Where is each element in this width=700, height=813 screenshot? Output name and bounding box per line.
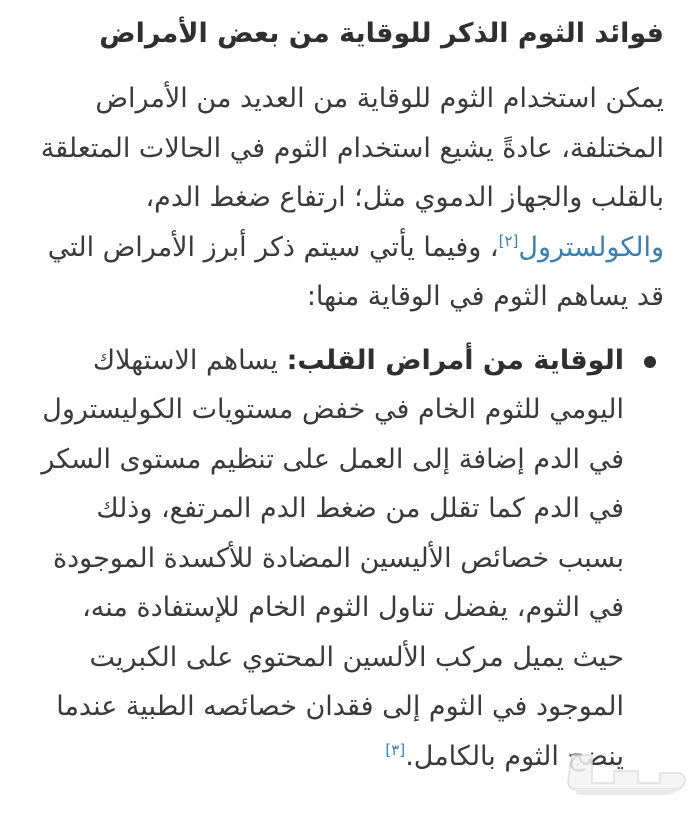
list-item-body: يساهم الاستهلاك اليومي للثوم الخام في خفض مستويات الكوليسترول في الدم إضافة إلى العمل على تنظيم مستوى السكر في الدم كما تقلل من ضغط الدم المرتفع، وذلك بسبب خصائص الأليسين المضادة للأكسدة الموجودة في الثوم، يفضل تناول الثوم الخام للإستفادة منه، حيث يميل مركب الألسين المحتوي على الكبريت الموجود في الثوم إلى فقدان خصائصه الطبية عندما ينضج الثوم بالكامل. <box>41 344 624 772</box>
diseases-list <box>40 336 664 782</box>
reference-3-link[interactable]: [٣] <box>385 740 406 759</box>
cholesterol-link[interactable]: والكولسترول <box>518 231 664 263</box>
bullet-icon <box>644 356 656 368</box>
intro-text-after-link: ، وفيما يأتي سيتم ذكر أبرز الأمراض التي قد يساهم الثوم في الوقاية منها: <box>47 231 664 312</box>
article <box>40 0 664 781</box>
section-heading: فوائد الثوم الذكر للوقاية من بعض الأمراض <box>99 18 664 49</box>
haraj-logo-icon <box>562 745 692 805</box>
list-item <box>40 336 624 782</box>
reference-2-link[interactable]: [٢] <box>498 231 519 250</box>
list-item-title: الوقاية من أمراض القلب: <box>286 344 624 376</box>
intro-paragraph <box>40 74 664 322</box>
intro-text-before-link: يمكن استخدام الثوم للوقاية من العديد من الأمراض المختلفة، عادةً يشيع استخدام الثوم في الحالات المتعلقة بالقلب والجهاز الدموي مثل؛ ارتفاع ضغط الدم، <box>40 83 664 213</box>
